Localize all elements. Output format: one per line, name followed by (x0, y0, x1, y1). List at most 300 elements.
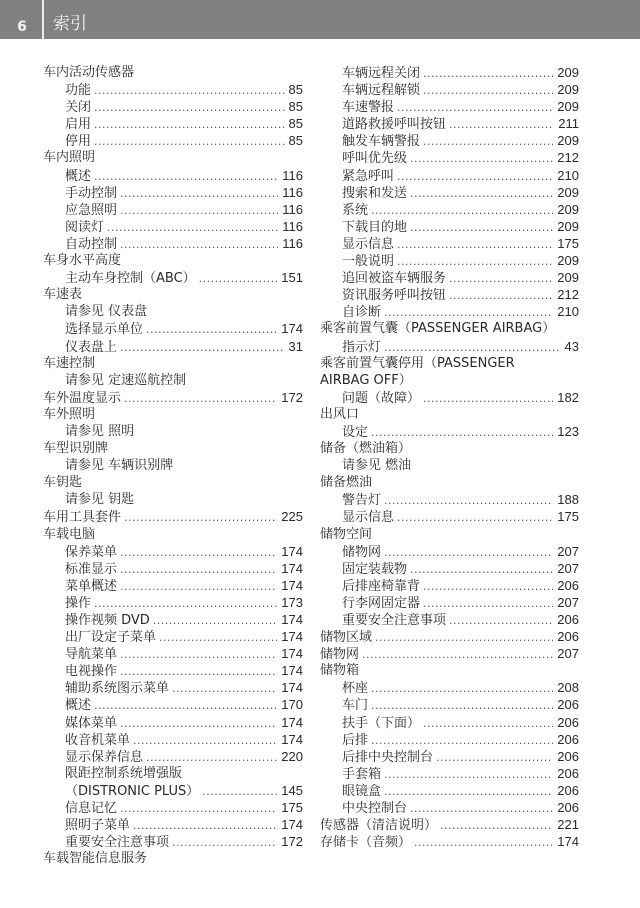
entry-label: 车外温度显示 (43, 390, 122, 406)
entry-label: 请参见 照明 (65, 423, 135, 439)
entry-page-number: 174 (557, 834, 579, 850)
index-entry (43, 440, 303, 457)
index-subentry (320, 64, 579, 81)
entry-label: 触发车辆警报 (342, 134, 421, 150)
index-subentry (320, 679, 579, 696)
entry-label: 车钥匙 (43, 475, 83, 491)
entry-label: 媒体菜单 (65, 715, 118, 731)
entry-page-number: 210 (557, 167, 579, 183)
dot-leader (120, 578, 277, 594)
entry-page-number: 225 (281, 509, 303, 525)
index-entry (320, 355, 579, 372)
index-entry (320, 662, 579, 679)
dot-leader (94, 697, 277, 713)
index-subentry (320, 543, 579, 560)
index-subentry (320, 714, 579, 731)
entry-label: 请参见 定速巡航控制 (65, 372, 187, 388)
index-subentry (43, 372, 303, 389)
index-subentry (320, 491, 579, 508)
entry-label: 呼叫优先级 (342, 151, 408, 167)
dot-leader (94, 82, 285, 98)
entry-page-number: 208 (557, 680, 579, 696)
entry-label: 车门 (342, 698, 369, 714)
dot-leader (120, 236, 278, 252)
entry-label: 显示信息 (342, 236, 395, 252)
dot-leader (371, 202, 553, 218)
dot-leader (146, 321, 277, 337)
entry-label: 请参见 燃油 (342, 458, 412, 474)
index-subentry (320, 201, 579, 218)
entry-label: 紧急呼叫 (342, 168, 395, 184)
dot-leader (375, 629, 553, 645)
entry-page-number: 188 (557, 492, 579, 508)
entry-label: 请参见 钥匙 (65, 492, 135, 508)
dot-leader (410, 150, 553, 166)
page-number: 6 (17, 19, 27, 35)
entry-label: 限距控制系统增强版 (65, 765, 183, 781)
dot-leader (384, 339, 561, 355)
entry-page-number: 85 (288, 116, 303, 132)
entry-page-number: 85 (288, 99, 303, 115)
entry-label: 车载智能信息服务 (43, 851, 148, 867)
index-subentry (43, 594, 303, 611)
entry-label: 自诊断 (342, 305, 382, 321)
dot-leader (124, 390, 277, 406)
entry-page-number: 206 (557, 577, 579, 593)
entry-page-number: 206 (557, 748, 579, 764)
entry-page-number: 206 (557, 765, 579, 781)
entry-label: 阅读灯 (65, 219, 105, 235)
dot-leader (107, 219, 278, 235)
entry-label: 车内活动传感器 (43, 65, 135, 80)
entry-page-number: 116 (282, 167, 303, 183)
index-entry (43, 355, 303, 372)
index-subentry (320, 577, 579, 594)
index-subentry (320, 799, 579, 816)
index-subentry (43, 833, 303, 850)
index-subentry (43, 816, 303, 833)
index-entry (320, 833, 579, 850)
entry-label: 请参见 车辆识别牌 (65, 458, 174, 474)
index-subentry (43, 679, 303, 696)
entry-page-number: 206 (557, 731, 579, 747)
entry-label: 下载目的地 (342, 219, 408, 235)
entry-page-number: 31 (288, 338, 303, 354)
entry-label: 出厂设定子菜单 (65, 630, 157, 646)
dot-leader (202, 783, 277, 799)
dot-leader (449, 116, 554, 132)
dot-leader (120, 800, 277, 816)
entry-page-number: 209 (557, 133, 579, 149)
entry-label: 操作 (65, 595, 92, 611)
index-subentry (320, 286, 579, 303)
entry-page-number: 210 (557, 304, 579, 320)
entry-page-number: 116 (282, 218, 303, 234)
dot-leader (423, 390, 553, 406)
entry-page-number: 175 (557, 509, 579, 525)
index-entry (320, 526, 579, 543)
entry-label: 仪表盘上 (65, 339, 118, 355)
index-subentry (320, 98, 579, 115)
entry-label: 显示保养信息 (65, 749, 144, 765)
dot-leader (120, 185, 278, 201)
index-subentry (43, 457, 303, 474)
dot-leader (384, 304, 553, 320)
entry-label: 停用 (65, 134, 92, 150)
entry-label: 扶手（下面） (342, 715, 421, 731)
dot-leader (159, 629, 277, 645)
entry-page-number: 174 (281, 646, 303, 662)
dot-leader (371, 697, 553, 713)
dot-leader (94, 99, 285, 115)
entry-page-number: 206 (557, 714, 579, 730)
index-subentry (43, 799, 303, 816)
dot-leader (371, 424, 553, 440)
entry-label: 后排座椅靠背 (342, 578, 421, 594)
index-subentry (320, 731, 579, 748)
entry-label: 储物空间 (320, 526, 373, 542)
dot-leader (410, 800, 553, 816)
entry-label: 行李网固定器 (342, 595, 421, 611)
index-subentry (320, 218, 579, 235)
entry-label: 收音机菜单 (65, 732, 131, 748)
index-subentry (320, 269, 579, 286)
dot-leader (397, 168, 553, 184)
entry-page-number: 207 (557, 646, 579, 662)
entry-label: 道路救援呼叫按钮 (342, 117, 447, 133)
section-title: 索引 (53, 14, 87, 34)
entry-page-number: 206 (557, 697, 579, 713)
dot-leader (440, 817, 553, 833)
entry-page-number: 212 (557, 287, 579, 303)
entry-label: 传感器（清洁说明） (320, 818, 438, 834)
dot-leader (94, 168, 278, 184)
index-subentry (43, 132, 303, 149)
dot-leader (133, 732, 277, 748)
dot-leader (120, 646, 277, 662)
entry-label: 应急照明 (65, 202, 118, 218)
entry-label: 重要安全注意事项 (342, 613, 447, 628)
dot-leader (94, 595, 277, 611)
dot-leader (362, 646, 553, 662)
index-subentry (320, 149, 579, 166)
entry-label: 储物网 (342, 544, 382, 560)
dot-leader (410, 185, 553, 201)
entry-page-number: 174 (281, 714, 303, 730)
dot-leader (120, 663, 277, 679)
entry-page-number: 175 (557, 235, 579, 251)
dot-leader (423, 65, 553, 81)
entry-label: 标准显示 (65, 561, 118, 577)
entry-page-number: 174 (281, 543, 303, 559)
dot-leader (124, 509, 277, 525)
index-entry (43, 64, 303, 81)
index-subentry (43, 765, 303, 782)
entry-page-number: 174 (281, 817, 303, 833)
entry-label: 概述 (65, 168, 92, 184)
dot-leader (414, 834, 553, 850)
entry-label: 车内照明 (43, 150, 96, 166)
entry-page-number: 43 (564, 338, 579, 354)
entry-label: 警告灯 (342, 493, 382, 509)
index-subentry (43, 645, 303, 662)
entry-label: 车速控制 (43, 355, 96, 371)
index-subentry (320, 748, 579, 765)
entry-label: 设定 (342, 424, 369, 440)
entry-label: 系统 (342, 202, 369, 218)
index-subentry (43, 748, 303, 765)
entry-label: 资讯服务呼叫按钮 (342, 288, 447, 304)
index-subentry (43, 491, 303, 508)
entry-page-number: 170 (281, 697, 303, 713)
index-subentry (320, 303, 579, 320)
index-entry (320, 816, 579, 833)
entry-page-number: 206 (557, 629, 579, 645)
dot-leader (449, 287, 553, 303)
dot-leader (423, 578, 553, 594)
entry-label: 操作视频 DVD (65, 613, 150, 628)
dot-leader (384, 783, 553, 799)
entry-page-number: 145 (281, 782, 303, 798)
dot-leader (120, 715, 277, 731)
entry-label: 车载电脑 (43, 526, 96, 542)
dot-leader (384, 492, 553, 508)
index-subentry (320, 765, 579, 782)
entry-label: 电视操作 (65, 664, 118, 680)
index-column-left (43, 64, 303, 867)
index-subentry (320, 132, 579, 149)
index-subentry (43, 115, 303, 132)
entry-label: 车辆远程解锁 (342, 83, 421, 99)
entry-page-number: 207 (557, 543, 579, 559)
entry-label: 关闭 (65, 100, 92, 116)
header-bar (0, 0, 640, 39)
dot-leader (120, 544, 277, 560)
index-subentry (43, 543, 303, 560)
entry-label: 车辆远程关闭 (342, 66, 421, 81)
entry-label: 储备（燃油箱） (320, 441, 412, 457)
entry-label: 车速警报 (342, 100, 395, 116)
index-subentry (320, 235, 579, 252)
index-subentry (43, 167, 303, 184)
index-subentry (320, 81, 579, 98)
index-subentry (43, 338, 303, 355)
entry-page-number: 174 (281, 629, 303, 645)
index-subentry (320, 423, 579, 440)
entry-label: 储备燃油 (320, 475, 373, 491)
entry-page-number: 220 (281, 748, 303, 764)
index-subentry (43, 184, 303, 201)
dot-leader (153, 612, 277, 628)
index-subentry (43, 201, 303, 218)
dot-leader (371, 680, 553, 696)
index-subentry (320, 184, 579, 201)
entry-label: AIRBAG OFF） (320, 372, 412, 388)
index-entry (320, 474, 579, 491)
entry-label: 眼镜盒 (342, 783, 382, 799)
entry-label: 储物箱 (320, 663, 360, 679)
entry-page-number: 221 (557, 817, 579, 833)
index-entry (320, 440, 579, 457)
index-subentry (43, 731, 303, 748)
entry-page-number: 209 (557, 65, 579, 80)
entry-label: 辅助系统图示菜单 (65, 681, 170, 697)
dot-leader (423, 595, 553, 611)
index-subentry (43, 98, 303, 115)
index-entry (43, 508, 303, 525)
entry-label: 中央控制台 (342, 801, 408, 817)
index-subentry (43, 235, 303, 252)
index-subentry (43, 81, 303, 98)
index-subentry (43, 611, 303, 628)
dot-leader (410, 219, 553, 235)
entry-page-number: 173 (281, 594, 303, 610)
entry-label: 出风口 (320, 406, 360, 422)
entry-label: 照明子菜单 (65, 818, 131, 834)
index-subentry (43, 662, 303, 679)
dot-leader (397, 99, 553, 115)
entry-label: 乘客前置气囊（PASSENGER AIRBAG） (320, 321, 556, 337)
dot-leader (371, 732, 553, 748)
entry-page-number: 209 (557, 201, 579, 217)
entry-label: 手动控制 (65, 185, 118, 201)
entry-label: 车型识别牌 (43, 441, 109, 457)
index-entry (320, 406, 579, 423)
dot-leader (199, 270, 278, 286)
entry-page-number: 175 (281, 800, 303, 816)
index-subentry (43, 269, 303, 286)
entry-label: 信息记忆 (65, 801, 118, 817)
index-subentry (320, 594, 579, 611)
entry-page-number: 85 (288, 133, 303, 149)
index-entry (320, 320, 579, 337)
index-entry (43, 526, 303, 543)
dot-leader (120, 561, 277, 577)
index-subentry (320, 389, 579, 406)
dot-leader (172, 680, 277, 696)
index-entry (43, 252, 303, 269)
entry-label: 乘客前置气囊停用（PASSENGER (320, 355, 515, 371)
entry-page-number: 209 (557, 82, 579, 98)
entry-label: 后排 (342, 732, 369, 748)
dot-leader (384, 544, 553, 560)
entry-label: 存储卡（音频） (320, 835, 412, 851)
dot-leader (436, 749, 553, 765)
dot-leader (410, 561, 553, 577)
index-entry (320, 372, 579, 389)
entry-label: 启用 (65, 117, 92, 133)
dot-leader (397, 509, 553, 525)
entry-page-number: 172 (281, 834, 303, 850)
index-entry (43, 149, 303, 166)
index-subentry (43, 782, 303, 799)
entry-page-number: 174 (281, 663, 303, 679)
index-entry (43, 474, 303, 491)
index-subentry (43, 218, 303, 235)
dot-leader (133, 817, 277, 833)
entry-label: 重要安全注意事项 (65, 835, 170, 851)
dot-leader (423, 82, 553, 98)
entry-label: 后排中央控制台 (342, 749, 434, 765)
entry-label: 车身水平高度 (43, 253, 122, 269)
index-subentry (43, 696, 303, 713)
index-column-right (320, 64, 579, 850)
index-entry (43, 389, 303, 406)
entry-label: 选择显示单位 (65, 322, 144, 338)
dot-leader (384, 766, 553, 782)
entry-page-number: 151 (281, 270, 303, 286)
entry-label: 导航菜单 (65, 647, 118, 663)
dot-leader (120, 339, 285, 355)
entry-label: 请参见 仪表盘 (65, 304, 148, 320)
entry-label: 车速表 (43, 287, 83, 303)
entry-page-number: 174 (281, 731, 303, 747)
entry-label: 指示灯 (342, 339, 382, 355)
entry-label: 功能 (65, 83, 92, 99)
entry-label: 车外照明 (43, 406, 96, 422)
dot-leader (94, 116, 285, 132)
entry-page-number: 209 (557, 253, 579, 269)
entry-page-number: 206 (557, 612, 579, 627)
entry-label: 概述 (65, 698, 92, 714)
index-entry (43, 850, 303, 867)
entry-label: 显示信息 (342, 510, 395, 526)
entry-label: 追回被盗车辆服务 (342, 271, 447, 287)
index-subentry (320, 167, 579, 184)
index-subentry (43, 320, 303, 337)
entry-label: 杯座 (342, 681, 369, 697)
index-subentry (320, 560, 579, 577)
header-divider (42, 0, 44, 39)
entry-page-number: 182 (557, 389, 579, 405)
entry-page-number: 123 (557, 423, 579, 439)
index-subentry (320, 696, 579, 713)
entry-page-number: 207 (557, 594, 579, 610)
index-subentry (320, 611, 579, 628)
entry-page-number: 174 (281, 680, 303, 696)
entry-label: 自动控制 (65, 236, 118, 252)
dot-leader (423, 715, 553, 731)
dot-leader (423, 133, 553, 149)
entry-page-number: 85 (288, 82, 303, 98)
entry-label: 主动车身控制（ABC） (65, 271, 196, 287)
dot-leader (397, 253, 553, 269)
entry-page-number: 172 (281, 389, 303, 405)
entry-page-number: 212 (557, 150, 579, 166)
dot-leader (146, 749, 277, 765)
index-subentry (43, 714, 303, 731)
entry-page-number: 209 (557, 99, 579, 115)
entry-page-number: 116 (282, 235, 303, 251)
dot-leader (172, 834, 277, 850)
entry-page-number: 211 (558, 116, 579, 132)
entry-label: 一般说明 (342, 254, 395, 270)
entry-label: 车用工具套件 (43, 510, 122, 526)
dot-leader (94, 133, 285, 149)
index-subentry (320, 782, 579, 799)
entry-page-number: 116 (282, 201, 303, 217)
entry-page-number: 174 (281, 612, 303, 627)
index-subentry (43, 423, 303, 440)
index-subentry (320, 115, 579, 132)
entry-label: 固定装载物 (342, 561, 408, 577)
entry-page-number: 209 (557, 184, 579, 200)
index-entry (43, 406, 303, 423)
entry-page-number: 209 (557, 270, 579, 286)
index-entry (320, 628, 579, 645)
entry-label: 储物网 (320, 647, 360, 663)
dot-leader (397, 236, 553, 252)
